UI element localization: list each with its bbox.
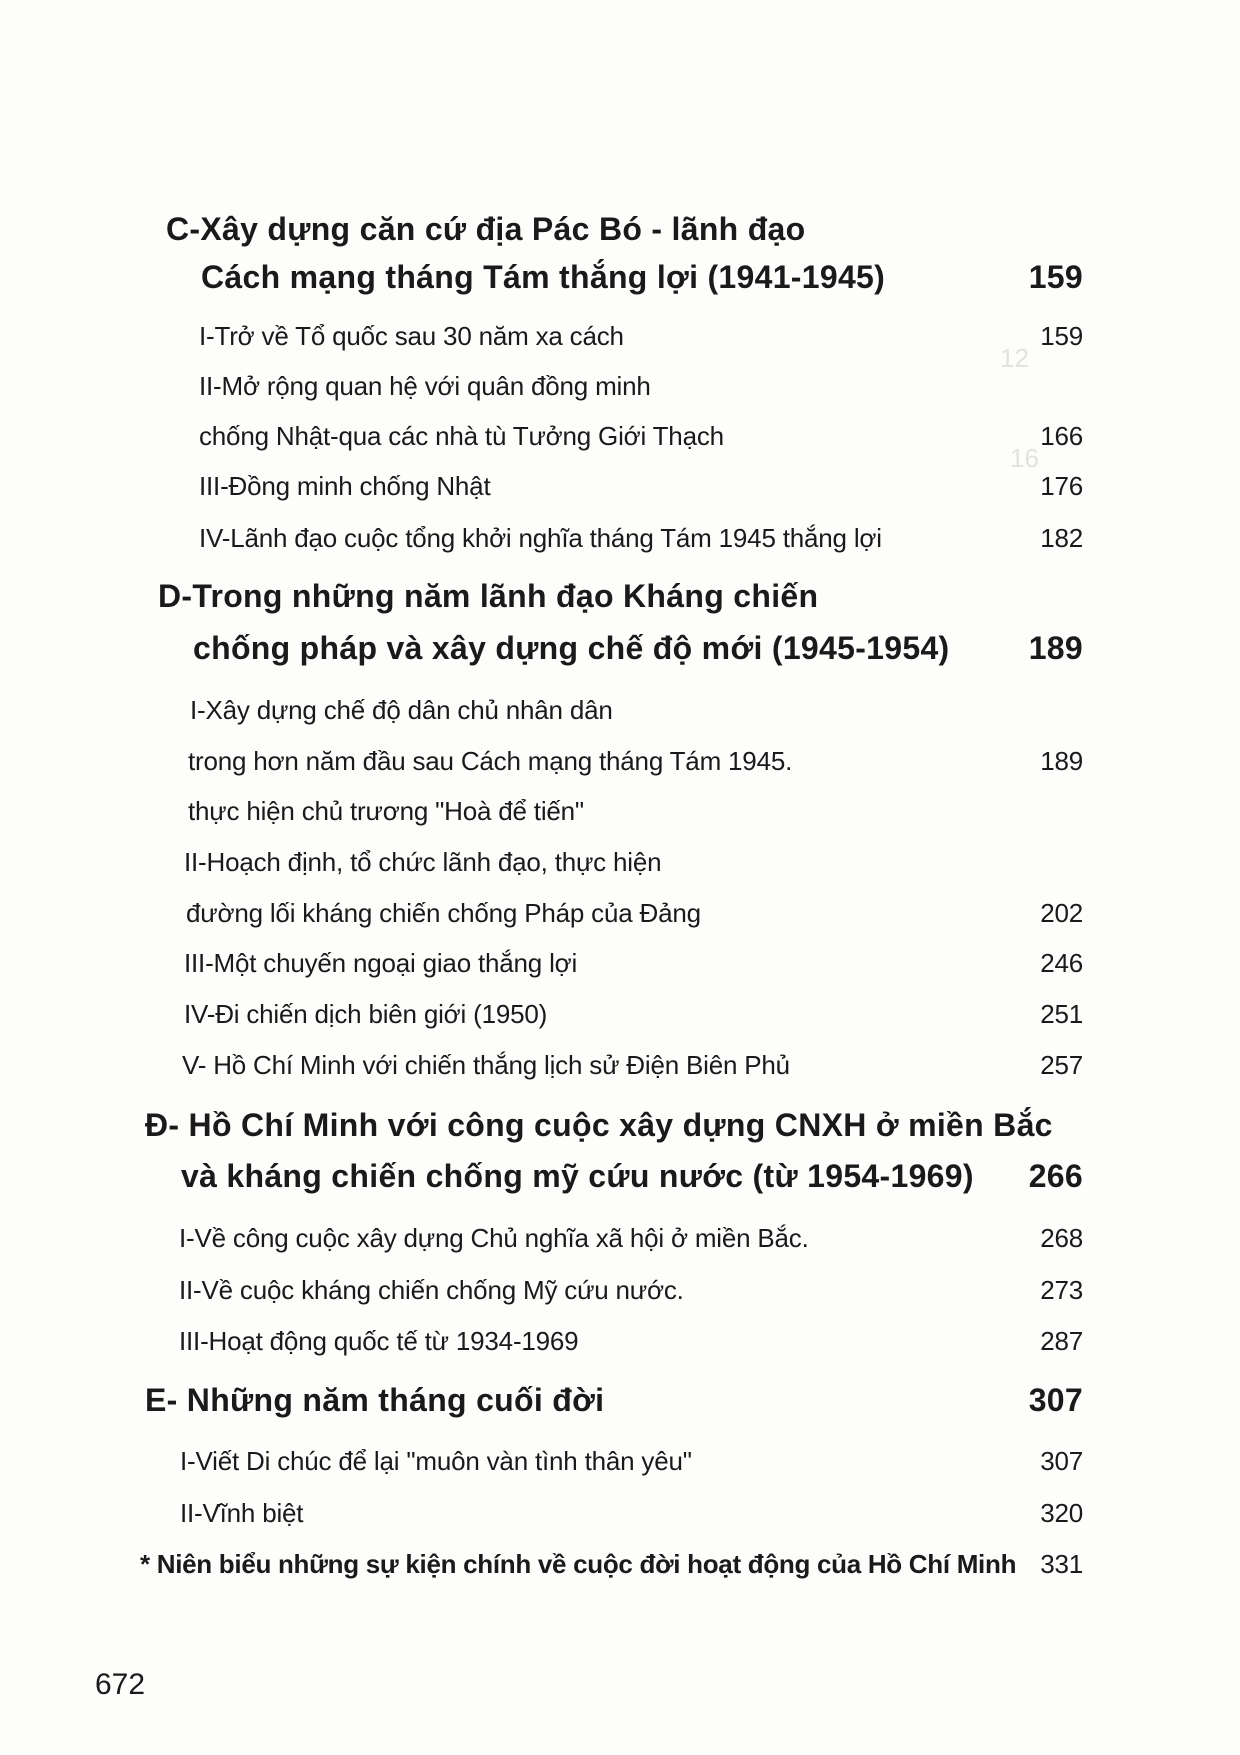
toc-page-dd3: 287	[1040, 1326, 1083, 1356]
toc-entry-d2-line2: đường lối kháng chiến chống Pháp của Đảng	[186, 898, 701, 928]
toc-page-dd1: 268	[1040, 1223, 1083, 1253]
toc-entry-d1-line2: trong hơn năm đầu sau Cách mạng tháng Tám 1945.	[188, 746, 793, 776]
toc-entry-c2-line2: chống Nhật-qua các nhà tù Tưởng Giới Thạch	[199, 421, 724, 451]
toc-entry-d5: V- Hồ Chí Minh với chiến thắng lịch sử Điện Biên Phủ	[182, 1050, 790, 1080]
page-number: 672	[95, 1668, 146, 1701]
toc-page-d3: 246	[1040, 948, 1083, 978]
toc-page-d1: 189	[1040, 746, 1083, 776]
section-title-c-line2: Cách mạng tháng Tám thắng lợi (1941-1945)	[201, 259, 886, 295]
toc-entry-e1: I-Viết Di chúc để lại "muôn vàn tình thân yêu"	[180, 1446, 692, 1476]
toc-entry-d4: IV-Đi chiến dịch biên giới (1950)	[184, 999, 548, 1029]
toc-entry-d2-line1: II-Hoạch định, tổ chức lãnh đạo, thực hiện	[184, 847, 662, 877]
section-title-dd-line2: và kháng chiến chống mỹ cứu nước (từ 1954-1969)	[181, 1158, 974, 1194]
toc-page-final: 331	[1040, 1549, 1083, 1579]
toc-page-dd2: 273	[1040, 1275, 1083, 1305]
bleed-through-mark: 16	[1010, 443, 1039, 473]
toc-entry-dd3: III-Hoạt động quốc tế từ 1934-1969	[179, 1326, 579, 1356]
toc-page-d4: 251	[1040, 999, 1083, 1029]
section-page-e: 307	[1028, 1382, 1083, 1418]
section-title-e: E- Những năm tháng cuối đời	[145, 1382, 605, 1418]
toc-page-c3: 176	[1040, 471, 1083, 501]
toc-page-e1: 307	[1040, 1446, 1083, 1476]
toc-entry-c3: III-Đồng minh chống Nhật	[199, 471, 491, 501]
section-page-d: 189	[1028, 630, 1083, 666]
section-title-dd-line1: Đ- Hồ Chí Minh với công cuộc xây dựng CNXH ở miền Bắc	[145, 1107, 1053, 1143]
toc-entry-d1-line1: I-Xây dựng chế độ dân chủ nhân dân	[190, 695, 613, 725]
toc-entry-c4: IV-Lãnh đạo cuộc tổng khởi nghĩa tháng Tám 1945 thắng lợi	[199, 523, 882, 553]
toc-page-d2: 202	[1040, 898, 1083, 928]
section-title-d-line1: D-Trong những năm lãnh đạo Kháng chiến	[158, 578, 819, 614]
toc-page-e2: 320	[1040, 1498, 1083, 1528]
toc-entry-c1: I-Trở về Tổ quốc sau 30 năm xa cách	[199, 321, 624, 351]
section-title-c-line1: C-Xây dựng căn cứ địa Pác Bó - lãnh đạo	[166, 211, 806, 247]
toc-entry-d3: III-Một chuyến ngoại giao thắng lợi	[184, 948, 578, 978]
toc-page-c2: 166	[1040, 421, 1083, 451]
section-title-d-line2: chống pháp và xây dựng chế độ mới (1945-1954)	[193, 630, 950, 666]
toc-entry-d1-line3: thực hiện chủ trương "Hoà để tiến"	[188, 796, 584, 826]
toc-entry-dd2: II-Về cuộc kháng chiến chống Mỹ cứu nước.	[179, 1275, 684, 1305]
section-page-dd: 266	[1028, 1158, 1083, 1194]
toc-entry-c2-line1: II-Mở rộng quan hệ với quân đồng minh	[199, 371, 651, 401]
toc-page-d5: 257	[1040, 1050, 1083, 1080]
toc-page-c1: 159	[1040, 321, 1083, 351]
toc-entry-dd1: I-Về công cuộc xây dựng Chủ nghĩa xã hội ở miền Bắc.	[179, 1223, 809, 1253]
section-page-c: 159	[1028, 259, 1083, 295]
toc-page-c4: 182	[1040, 523, 1083, 553]
toc-entry-e2: II-Vĩnh biệt	[180, 1498, 304, 1528]
bleed-through-mark: 12	[1000, 343, 1029, 373]
toc-final-note: * Niên biểu những sự kiện chính về cuộc đời hoạt động của Hồ Chí Minh	[140, 1549, 1017, 1579]
